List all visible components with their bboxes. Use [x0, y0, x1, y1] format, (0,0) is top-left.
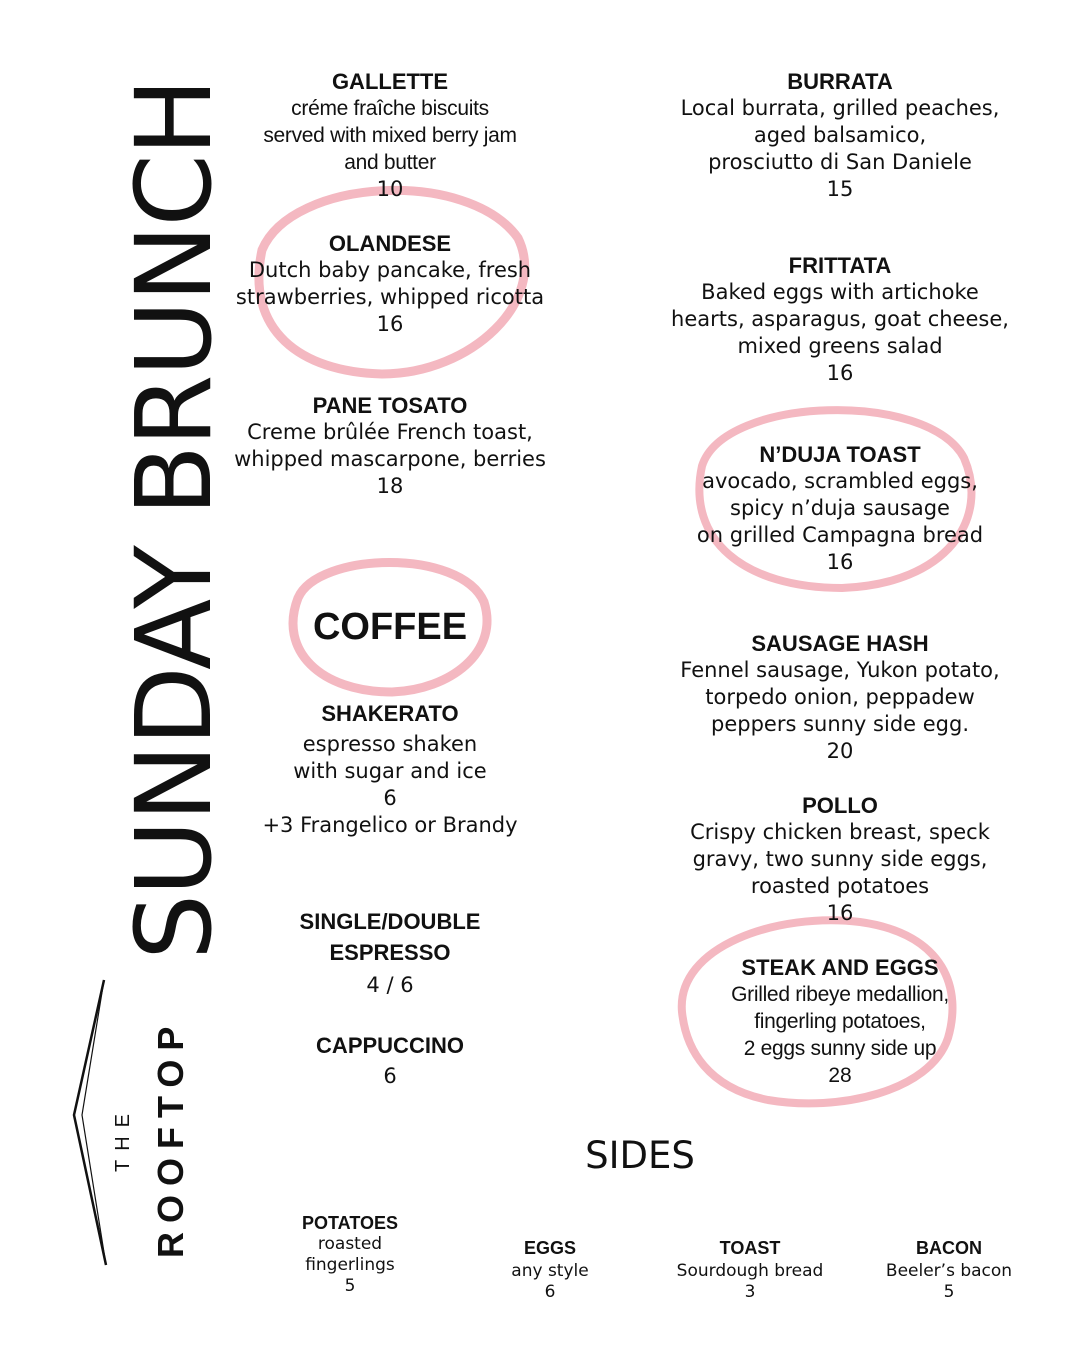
- item-desc: spicy n’duja sausage: [730, 496, 950, 520]
- item-desc: Local burrata, grilled peaches,: [680, 96, 1000, 120]
- side-name: POTATOES: [301, 1213, 398, 1233]
- item-desc: whipped mascarpone, berries: [234, 447, 546, 471]
- item-desc: Baked eggs with artichoke: [701, 280, 979, 304]
- item-desc: aged balsamico,: [753, 123, 927, 147]
- item-name: BURRATA: [787, 69, 893, 94]
- side-bacon: [859, 1237, 1039, 1303]
- side-price: 5: [943, 1282, 955, 1302]
- menu-item-steak-and-eggs: [655, 954, 1025, 1089]
- item-name: SHAKERATO: [321, 701, 459, 726]
- side-desc: Sourdough bread: [676, 1261, 824, 1281]
- item-desc: Creme brûlée French toast,: [247, 420, 533, 444]
- item-extra: +3 Frangelico or Brandy: [262, 813, 518, 837]
- menu-item-nduja-toast: [655, 441, 1025, 576]
- menu-item-burrata: [655, 68, 1025, 203]
- item-desc: with sugar and ice: [293, 759, 487, 783]
- side-desc: roasted: [317, 1234, 383, 1254]
- item-price: 15: [826, 177, 854, 201]
- side-price: 5: [344, 1276, 356, 1296]
- item-name: STEAK AND EGGS: [741, 955, 939, 980]
- item-name: OLANDESE: [328, 231, 452, 256]
- item-desc: peppers sunny side egg.: [710, 712, 969, 736]
- item-desc: mixed greens salad: [737, 334, 943, 358]
- item-desc: 2 eggs sunny side up: [743, 1037, 937, 1060]
- item-desc: Dutch baby pancake, fresh: [248, 258, 532, 282]
- item-desc: strawberries, whipped ricotta: [235, 285, 545, 309]
- item-name: ESPRESSO: [329, 940, 451, 965]
- item-name: N’DUJA TOAST: [759, 442, 921, 467]
- page-title: SUNDAY BRUNCH: [113, 79, 235, 960]
- item-desc: and butter: [344, 151, 436, 174]
- menu-item-espresso: [205, 906, 575, 999]
- side-price: 3: [744, 1282, 756, 1302]
- item-desc: roasted potatoes: [750, 874, 930, 898]
- item-name: FRITTATA: [788, 253, 892, 278]
- sides-heading: SIDES: [585, 1134, 695, 1177]
- menu-item-shakerato: [205, 700, 575, 839]
- item-name: SAUSAGE HASH: [751, 631, 929, 656]
- item-desc: torpedo onion, peppadew: [705, 685, 975, 709]
- item-price: 16: [826, 361, 854, 385]
- item-desc: on grilled Campagna bread: [696, 523, 984, 547]
- item-price: 16: [826, 550, 854, 574]
- item-desc: Crispy chicken breast, speck: [690, 820, 990, 844]
- menu-item-gallette: [205, 68, 575, 203]
- side-name: TOAST: [719, 1238, 781, 1258]
- item-desc: créme fraîche biscuits: [291, 97, 489, 120]
- item-desc: gravy, two sunny side eggs,: [692, 847, 988, 871]
- side-desc: fingerlings: [305, 1255, 395, 1275]
- side-eggs: [460, 1237, 640, 1303]
- item-desc: Fennel sausage, Yukon potato,: [680, 658, 1000, 682]
- item-name: SINGLE/DOUBLE: [299, 909, 481, 934]
- item-name: POLLO: [802, 793, 878, 818]
- item-price: 16: [826, 901, 854, 925]
- item-desc: espresso shaken: [302, 732, 478, 756]
- menu-item-frittata: [655, 252, 1025, 387]
- menu-item-pollo: [655, 792, 1025, 927]
- item-price: 6: [383, 1064, 397, 1088]
- menu-item-pane-tosato: [205, 392, 575, 500]
- logo-rooftop: ROOFTOP: [150, 1017, 191, 1258]
- side-desc: Beeler’s bacon: [885, 1261, 1013, 1281]
- item-desc: avocado, scrambled eggs,: [702, 469, 978, 493]
- logo-the: THE: [112, 1105, 134, 1172]
- item-price: 28: [828, 1064, 852, 1087]
- item-name: PANE TOSATO: [312, 393, 468, 418]
- item-desc: served with mixed berry jam: [263, 124, 517, 147]
- side-price: 6: [544, 1282, 556, 1302]
- side-name: EGGS: [523, 1238, 576, 1258]
- side-desc: any style: [511, 1261, 589, 1281]
- menu-item-cappuccino: [205, 1032, 575, 1090]
- coffee-heading: COFFEE: [312, 606, 468, 648]
- item-name: GALLETTE: [331, 69, 449, 94]
- item-price: 6: [383, 786, 397, 810]
- side-potatoes: [260, 1212, 440, 1297]
- item-desc: hearts, asparagus, goat cheese,: [671, 307, 1009, 331]
- item-desc: Grilled ribeye medallion,: [731, 983, 949, 1006]
- item-price: 4 / 6: [366, 973, 414, 997]
- item-price: 10: [376, 177, 404, 201]
- item-desc: prosciutto di San Daniele: [708, 150, 972, 174]
- menu-item-olandese: [205, 230, 575, 338]
- item-desc: fingerling potatoes,: [754, 1010, 926, 1033]
- menu-item-sausage-hash: [655, 630, 1025, 765]
- side-name: BACON: [916, 1238, 982, 1258]
- item-price: 20: [826, 739, 854, 763]
- item-price: 16: [376, 312, 404, 336]
- side-toast: [660, 1237, 840, 1303]
- item-name: CAPPUCCINO: [316, 1033, 464, 1058]
- item-price: 18: [376, 474, 404, 498]
